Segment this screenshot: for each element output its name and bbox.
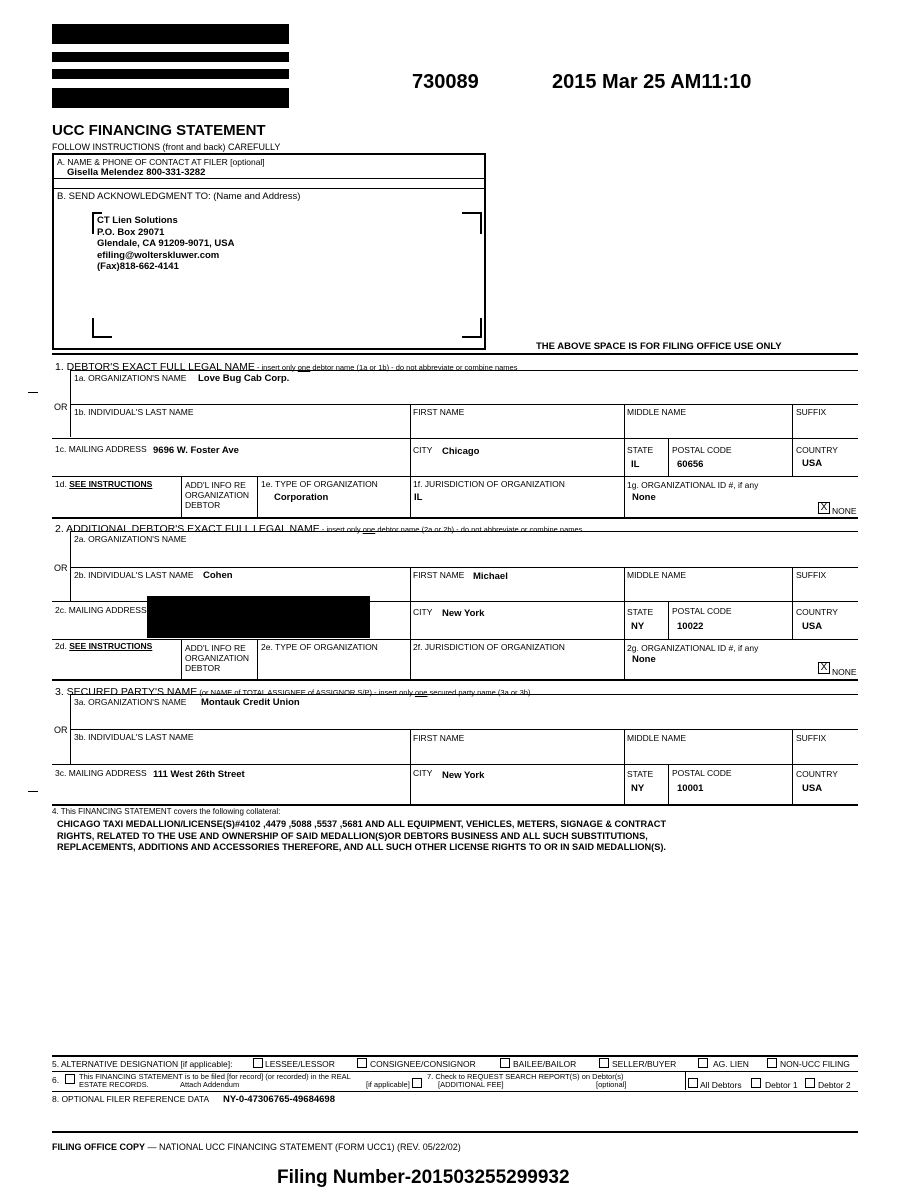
debtor2-orgid: None <box>632 654 656 665</box>
all-debtors-label: All Debtors <box>700 1080 742 1090</box>
bailee-bailor-label: BAILEE/BAILOR <box>513 1059 577 1069</box>
debtor1-type: Corporation <box>274 492 329 503</box>
debtor1-postal: 60656 <box>677 459 704 470</box>
state-label: STATE <box>627 445 654 455</box>
postal-code-label: POSTAL CODE <box>672 445 732 455</box>
debtor1-address-label: 1c. MAILING ADDRESS <box>55 444 147 454</box>
lessee-lessor-label: LESSEE/LESSOR <box>265 1059 335 1069</box>
section-b-label: B. SEND ACKNOWLEDGMENT TO: (Name and Address) <box>57 191 301 202</box>
address-bracket-br <box>462 318 482 338</box>
addl-info-label: ADD'L INFO RE ORGANIZATION DEBTOR <box>185 643 250 673</box>
non-ucc-filing-label: NON-UCC FILING <box>780 1059 850 1069</box>
address-bracket-bl <box>92 318 112 338</box>
section8-label: 8. OPTIONAL FILER REFERENCE DATA <box>52 1094 210 1104</box>
secured-indiv-label: 3b. INDIVIDUAL'S LAST NAME <box>74 732 194 742</box>
see-instructions-link[interactable]: SEE INSTRUCTIONS <box>69 641 153 651</box>
section7-line1: 7. Check to REQUEST SEARCH REPORT(S) on Debtor(s) <box>427 1072 624 1081</box>
debtor2-postal: 10022 <box>677 621 704 632</box>
suffix-label: SUFFIX <box>796 733 827 743</box>
debtor2-search-checkbox[interactable] <box>805 1078 815 1088</box>
secured-org-name: Montauk Credit Union <box>201 697 300 708</box>
ag-lien-label: AG. LIEN <box>713 1059 749 1069</box>
debtor2-state: NY <box>631 621 645 632</box>
state-label: STATE <box>627 607 654 617</box>
middle-name-label: MIDDLE NAME <box>627 407 687 417</box>
bailee-bailor-checkbox[interactable] <box>500 1058 510 1068</box>
filing-number: Filing Number-201503255299932 <box>277 1167 570 1188</box>
none-label: NONE <box>832 667 857 677</box>
secured-address-label: 3c. MAILING ADDRESS <box>55 768 147 778</box>
debtor2-address-label: 2c. MAILING ADDRESS <box>55 605 147 615</box>
suffix-label: SUFFIX <box>796 407 827 417</box>
or-label: OR <box>54 402 68 412</box>
file-number: 730089 <box>412 71 479 93</box>
city-label: CITY <box>413 607 433 617</box>
postal-code-label: POSTAL CODE <box>672 606 732 616</box>
filing-office-use: THE ABOVE SPACE IS FOR FILING OFFICE USE ONLY <box>536 341 782 352</box>
redacted-address <box>147 596 370 638</box>
consignee-consignor-label: CONSIGNEE/CONSIGNOR <box>370 1059 476 1069</box>
form-footer: FILING OFFICE COPY — NATIONAL UCC FINANCING STATEMENT (FORM UCC1) (REV. 05/22/02) <box>52 1142 461 1152</box>
secured-party-heading: 3. SECURED PARTY'S NAME (or NAME of TOTAL ASSIGNEE of ASSIGNOR S/P) - insert only one secured party name (3a or 3b) <box>55 686 531 698</box>
collateral-label: 4. This FINANCING STATEMENT covers the following collateral: <box>52 807 281 816</box>
section6-number: 6. <box>52 1075 60 1085</box>
margin-tick <box>28 392 38 393</box>
debtor2-heading: 2. ADDITIONAL DEBTOR'S EXACT FULL LEGAL NAME - insert only one debtor name (2a or 2b) - do not abbreviate or combine names <box>55 523 583 535</box>
or-label: OR <box>54 563 68 573</box>
consignee-consignor-checkbox[interactable] <box>357 1058 367 1068</box>
first-name-label: FIRST NAME <box>413 733 465 743</box>
debtor2-d-label: 2d. SEE INSTRUCTIONS <box>55 641 153 651</box>
debtor2-org-label: 2a. ORGANIZATION'S NAME <box>74 534 187 544</box>
secured-city: New York <box>442 770 485 781</box>
debtor1-orgid-label: 1g. ORGANIZATIONAL ID #, if any <box>627 480 759 490</box>
country-label: COUNTRY <box>796 607 838 617</box>
section-a-label: A. NAME & PHONE OF CONTACT AT FILER [optional] <box>57 157 265 167</box>
redaction-bar <box>52 69 289 79</box>
section7-line2b: [optional] <box>596 1080 627 1089</box>
redaction-bar <box>52 24 289 44</box>
debtor1-search-checkbox[interactable] <box>751 1078 761 1088</box>
debtor2-last-name: Cohen <box>203 570 233 581</box>
debtor2-search-label: Debtor 2 <box>818 1080 851 1090</box>
debtor1-search-label: Debtor 1 <box>765 1080 798 1090</box>
debtor1-type-label: 1e. TYPE OF ORGANIZATION <box>261 479 378 489</box>
debtor1-org-label: 1a. ORGANIZATION'S NAME <box>74 373 187 383</box>
non-ucc-filing-checkbox[interactable] <box>767 1058 777 1068</box>
debtor1-org-name: Love Bug Cab Corp. <box>198 373 290 384</box>
filer-reference: NY-0-47306765-49684698 <box>223 1094 335 1105</box>
debtor1-jurisdiction: IL <box>414 492 423 503</box>
seller-buyer-checkbox[interactable] <box>599 1058 609 1068</box>
postal-code-label: POSTAL CODE <box>672 768 732 778</box>
real-estate-records-checkbox[interactable] <box>65 1074 75 1084</box>
debtor1-address: 9696 W. Foster Ave <box>153 445 239 456</box>
secured-postal: 10001 <box>677 783 704 794</box>
section5-label: 5. ALTERNATIVE DESIGNATION [if applicable]: <box>52 1059 233 1069</box>
none-label: NONE <box>832 506 857 516</box>
debtor1-city: Chicago <box>442 446 480 457</box>
acknowledgment-address: CT Lien Solutions P.O. Box 29071 Glendale, CA 91209-9071, USA efiling@wolterskluwer.com (Fax)818-662-4141 <box>97 215 235 272</box>
collateral-text: CHICAGO TAXI MEDALLION/LICENSE(S)#4102 ,4479 ,5088 ,5537 ,5681 AND ALL EQUIPMENT, VEHICLES, METERS, SIGNAGE & CONTRACT RIGHTS, RELATED TO THE USE AND OWNERSHIP OF SAID MEDALLION(S)OR DEBTORS BUSINESS AND ALL SUCH SUBSTITUTIONS, REPLACEMENTS, ADDITIONS AND ACCESSORIES THEREFORE, AND ALL SUCH OTHER LICENSE RIGHTS TO OR IN SAID MEDALLION(S). <box>57 819 667 852</box>
state-label: STATE <box>627 769 654 779</box>
country-label: COUNTRY <box>796 769 838 779</box>
seller-buyer-label: SELLER/BUYER <box>612 1059 677 1069</box>
debtor1-heading: 1. DEBTOR'S EXACT FULL LEGAL NAME - insert only one debtor name (1a or 1b) - do not abbreviate or combine names <box>55 361 518 373</box>
city-label: CITY <box>413 768 433 778</box>
debtor2-type-label: 2e. TYPE OF ORGANIZATION <box>261 642 378 652</box>
see-instructions-link[interactable]: SEE INSTRUCTIONS <box>69 479 153 489</box>
secured-state: NY <box>631 783 645 794</box>
debtor2-country: USA <box>802 621 823 632</box>
section6-line2b: Attach Addendum <box>180 1080 240 1089</box>
all-debtors-checkbox[interactable] <box>688 1078 698 1088</box>
debtor1-state: IL <box>631 459 640 470</box>
secured-country: USA <box>802 783 823 794</box>
debtor2-city: New York <box>442 608 485 619</box>
addl-info-label: ADD'L INFO RE ORGANIZATION DEBTOR <box>185 480 250 510</box>
ag-lien-checkbox[interactable] <box>698 1058 708 1068</box>
debtor1-indiv-label: 1b. INDIVIDUAL'S LAST NAME <box>74 407 194 417</box>
city-label: CITY <box>413 445 433 455</box>
form-title: UCC FINANCING STATEMENT <box>52 122 266 139</box>
stamp-datetime: 2015 Mar 25 AM11:10 <box>552 71 752 93</box>
middle-name-label: MIDDLE NAME <box>627 570 687 580</box>
or-label: OR <box>54 725 68 735</box>
middle-name-label: MIDDLE NAME <box>627 733 687 743</box>
address-bracket-tr <box>462 212 482 234</box>
follow-instructions: FOLLOW INSTRUCTIONS (front and back) CAREFULLY <box>52 142 281 152</box>
section6-line2c: [if applicable] <box>366 1080 410 1089</box>
debtor2-orgid-label: 2g. ORGANIZATIONAL ID #, if any <box>627 643 759 653</box>
contact-at-filer: Gisella Melendez 800-331-3282 <box>67 167 206 178</box>
debtor1-orgid: None <box>632 492 656 503</box>
section6-line2a: ESTATE RECORDS. <box>79 1080 149 1089</box>
debtor2-indiv-label: 2b. INDIVIDUAL'S LAST NAME <box>74 570 194 580</box>
debtor1-none-checkbox[interactable]: X <box>818 502 830 514</box>
debtor1-jurisdiction-label: 1f. JURISDICTION OF ORGANIZATION <box>413 479 565 489</box>
first-name-label: FIRST NAME <box>413 570 465 580</box>
debtor2-none-checkbox[interactable]: X <box>818 662 830 674</box>
redaction-bar <box>52 52 289 62</box>
section7-line2a: [ADDITIONAL FEE] <box>438 1080 504 1089</box>
first-name-label: FIRST NAME <box>413 407 465 417</box>
debtor1-country: USA <box>802 458 823 469</box>
debtor2-first-name: Michael <box>473 571 508 582</box>
secured-address: 111 West 26th Street <box>153 769 245 780</box>
debtor1-d-label: 1d. SEE INSTRUCTIONS <box>55 479 153 489</box>
secured-org-label: 3a. ORGANIZATION'S NAME <box>74 697 187 707</box>
redaction-bar <box>52 88 289 108</box>
attach-addendum-checkbox[interactable] <box>412 1078 422 1088</box>
margin-tick <box>28 791 38 792</box>
suffix-label: SUFFIX <box>796 570 827 580</box>
debtor2-jurisdiction-label: 2f. JURISDICTION OF ORGANIZATION <box>413 642 565 652</box>
country-label: COUNTRY <box>796 445 838 455</box>
section6-line1: This FINANCING STATEMENT is to be filed [for record] (or recorded) in the REAL <box>79 1072 351 1081</box>
lessee-lessor-checkbox[interactable] <box>253 1058 263 1068</box>
